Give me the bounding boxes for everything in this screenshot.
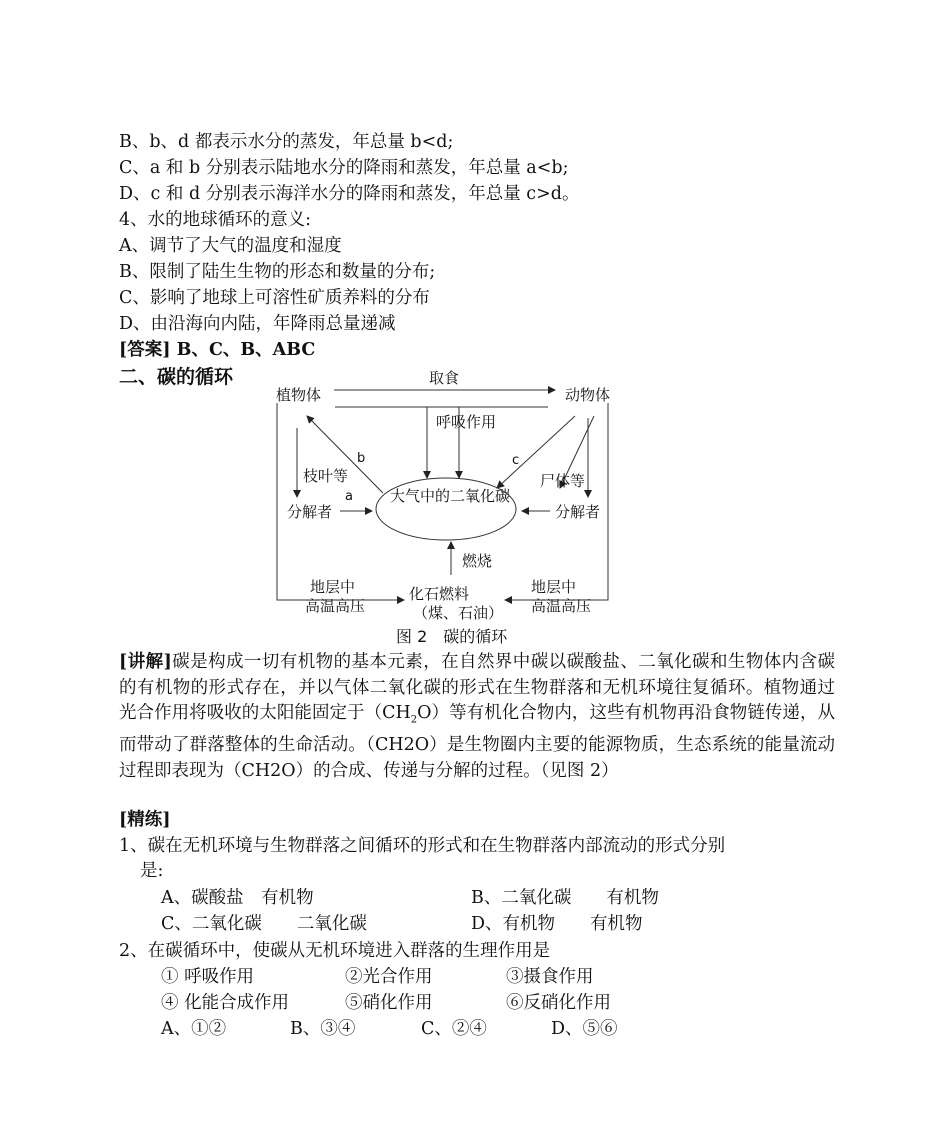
text-line: C、影响了地球上可溶性矿质养料的分布 bbox=[119, 288, 430, 308]
explanation-text-2: O）等有机化合物内，这些有机物再沿食物链传递，从而带动了群落整体的生命活动。（ bbox=[119, 703, 835, 755]
stratum-left-label-2: 高温高压 bbox=[305, 597, 366, 615]
atmosphere-label: 大气中的二氧化碳 bbox=[390, 487, 511, 505]
text-line: A、调节了大气的温度和湿度 bbox=[119, 236, 342, 256]
explanation-text-3: CH2O）是生物圈内主要的能源物质，生态系统的能量流动过程即表现为（CH2O）的合成、传递与分解的过程。（见图 2） bbox=[119, 735, 835, 781]
q1-option-a: A、碳酸盐 有机物 bbox=[161, 888, 314, 908]
q2-item-5: ⑤硝化作用 bbox=[345, 993, 433, 1013]
figure-caption: 图 2 碳的循环 bbox=[396, 627, 508, 646]
q2-option-d: D、⑤⑥ bbox=[551, 1019, 618, 1039]
q2-stem: 2、在碳循环中，使碳从无机环境进入群落的生理作用是 bbox=[119, 941, 551, 961]
stratum-right-label: 地层中 bbox=[531, 578, 577, 596]
practice-title: [精练] bbox=[119, 810, 171, 830]
label-b: b bbox=[357, 451, 366, 466]
label-c: c bbox=[512, 453, 520, 468]
text-line: B、b、d 都表示水分的蒸发，年总量 b<d; bbox=[119, 132, 454, 152]
stratum-right-label-2: 高温高压 bbox=[531, 597, 592, 615]
q2-option-a: A、①② bbox=[161, 1019, 227, 1039]
q1-option-d: D、有机物 有机物 bbox=[471, 914, 643, 934]
q1-stem-2: 是: bbox=[140, 861, 164, 881]
plant-label: 植物体 bbox=[276, 386, 322, 404]
leaves-label: 枝叶等 bbox=[303, 467, 349, 485]
explanation-text-1: 碳是构成一切有机物的基本元素，在自然界中碳以碳酸盐、二氧化碳和生物体内含碳的有机物的形式存在，并以气体二氧化碳的形式在生物群落和无机环境往复循环。植物通过光合作用将吸收的太阳能固定于（ bbox=[119, 652, 836, 723]
stratum-left-label: 地层中 bbox=[310, 578, 356, 596]
label-a: a bbox=[345, 489, 353, 504]
decomposer-right-label: 分解者 bbox=[555, 503, 601, 521]
animal-label: 动物体 bbox=[565, 386, 611, 404]
q1-option-c: C、二氧化碳 二氧化碳 bbox=[161, 914, 367, 934]
fossil-fuel-label: 化石燃料 bbox=[409, 585, 470, 603]
q2-item-1: ① 呼吸作用 bbox=[161, 967, 255, 987]
text-line: D、c 和 d 分别表示海洋水分的降雨和蒸发，年总量 c>d。 bbox=[119, 184, 580, 204]
text-line: 4、水的地球循环的意义: bbox=[119, 210, 312, 230]
ch2o-1a: CH bbox=[382, 703, 411, 723]
combustion-label: 燃烧 bbox=[462, 552, 493, 570]
text-line: D、由沿海向内陆，年降雨总量递减 bbox=[119, 314, 396, 334]
q2-item-4: ④ 化能合成作用 bbox=[161, 993, 290, 1013]
ch2o-1b: 2 bbox=[410, 714, 418, 726]
q2-item-3: ③摄食作用 bbox=[506, 967, 594, 987]
text-line: B、限制了陆生生物的形态和数量的分布; bbox=[119, 262, 436, 282]
feeding-label: 取食 bbox=[429, 369, 460, 387]
q2-item-2: ②光合作用 bbox=[345, 967, 433, 987]
fossil-fuel-sub-label: （煤、石油） bbox=[413, 604, 504, 622]
text-line: C、a 和 b 分别表示陆地水分的降雨和蒸发，年总量 a<b; bbox=[119, 158, 569, 178]
q2-option-c: C、②④ bbox=[421, 1019, 487, 1039]
answer-line: [答案] B、C、B、ABC bbox=[119, 340, 316, 360]
explanation-paragraph bbox=[119, 650, 835, 784]
q1-option-b: B、二氧化碳 有机物 bbox=[471, 888, 659, 908]
q2-item-6: ⑥反硝化作用 bbox=[506, 993, 611, 1013]
q1-stem: 1、碳在无机环境与生物群落之间循环的形式和在生物群落内部流动的形式分别 bbox=[119, 836, 726, 856]
explanation-tag: [讲解] bbox=[119, 652, 172, 672]
section-title: 二、碳的循环 bbox=[119, 366, 234, 388]
respiration-label: 呼吸作用 bbox=[436, 413, 497, 431]
corpse-label: 尸体等 bbox=[540, 472, 586, 490]
decomposer-left-label: 分解者 bbox=[287, 503, 333, 521]
q2-option-b: B、③④ bbox=[290, 1019, 356, 1039]
